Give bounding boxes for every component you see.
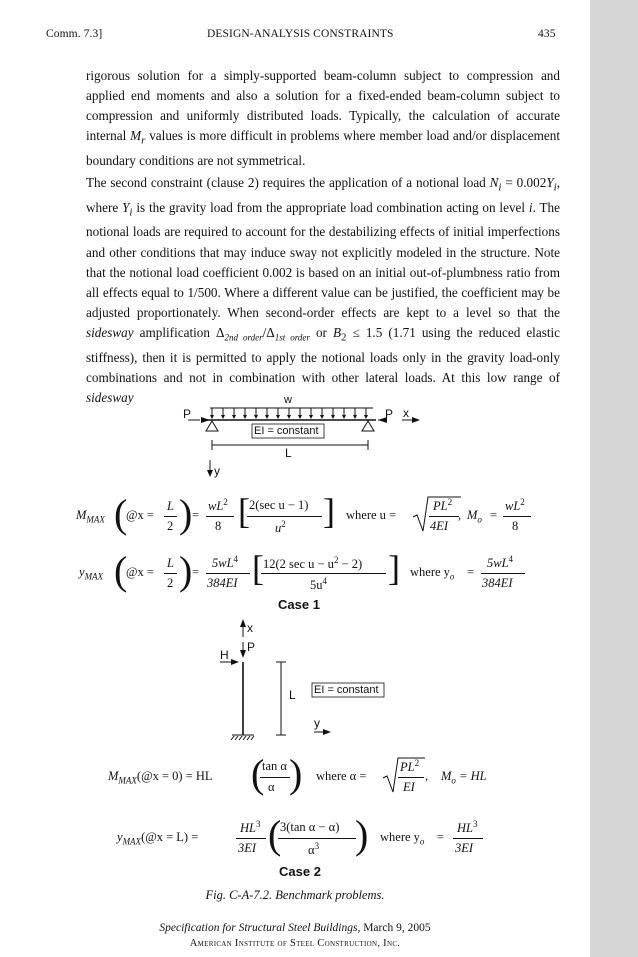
header-title: DESIGN-ANALYSIS CONSTRAINTS	[207, 28, 394, 40]
figure-caption: Fig. C-A-7.2. Benchmark problems.	[205, 888, 385, 902]
header-section: Comm. 7.3]	[46, 28, 103, 40]
case2-p-label: P	[247, 640, 256, 654]
header-page-number: 435	[538, 28, 556, 40]
paragraph-2: The second constraint (clause 2) requires the application of a notional load $N_i = 0.002Y_i$, where $Y_i$ is the gravity load from the appropriate load combination acting on level i. The notional loads are required to account for the destabilizing effects of initial imperfections and other conditions that may induce sway not explicitly modeled in the structure. Note that the notional load coefficient 0.002 is based on an initial out-of-plumbness ratio from all effects equal to 1/500. Where a different value can be justified, the coefficient may be adjusted proportionately. When second-order effects are kept to a level so that the sidesway amplification $\Delta_{2nd order}/\Delta_{1st order}$ or $B_2 \le 1.5$ (1.71 using the reduced elastic stiffness), then it is permitted to apply the notional loads only in the gravity load-only combinations and not in combination with other lateral loads. At this low range of sidesway	[86, 175, 561, 405]
paragraph-1: rigorous solution for a simply-supported beam-column subject to compression and applied end moments and also a solution for a fixed-ended beam-column subject to compression and uniformly distributed loads. Typically, the calculation of accurate internal $M_r$ values is more difficult in problems where member load and/or displacement boundary conditions are not symmetrical.	[86, 68, 560, 169]
case1-p-right-label: P	[385, 407, 394, 421]
case2-l-label: L	[289, 688, 296, 702]
document-page: Comm. 7.3] DESIGN-ANALYSIS CONSTRAINTS 435 rigorous solution for a simply-supported beam-column subject to compression and applied end moments and also a solution for a fixed-ended beam-column subject to compression and uniformly distributed loads. Typically, the calculation of accurate internal $M_r$ values is more difficult in problems where member load and/or displacement boundary conditions are not symmetrical. The second constraint (clause 2) requires the application of a notional load $N_i = 0.002Y_i$, where $Y_i$ is the gravity load from the appropriate load combination acting on level i. The notional loads are required to account for the destabilizing effects of initial imperfections and other conditions that may induce sway not explicitly modeled in the structure. Note that the notional load coefficient 0.002 is based on an initial out-of-plumbness ratio from all effects equal to 1/500. Where a different value can be justified, the coefficient may be adjusted proportionately. When second-order effects are kept to a level so that the sidesway amplification $\Delta_{2nd order}/\Delta_{1st order}$ or $B_2 \le 1.5$ (1.71 using the reduced elastic stiffness), then it is permitted to apply the notional loads only in the gravity load-only combinations and not in combination with other lateral loads. At this low range of sidesway w P P x EI = constant L y $M_{MAX}$ ( @x = L 2 ) = $wL^2$ 8 [ 2(sec u − 1) $u^2$ ] where u = $PL^2$ 4EI , $M_o$ = $wL^2$ 8 $y_{MAX}$ ( @x = L 2 ) = $5wL^4$ 384EI [ 12(2 $\sec u - u^2 - 2$) $5u^4$ ] where $y_o$ = $5wL^4$ 384EI Case 1 x H P L EI = constant y $M_{MAX}(@x = 0)$ = HL ( tan α α ) where α = $PL^2$ EI , $M_o$ = HL $y_{MAX}(@x = L)$ = $HL^3$ 3EI ( 3(tan α − α) $\alpha^3$ ) where $y_o$ = $HL^3$ 3EI Case 2 Fig. C-A-7.2. Benchmark problems. Specification for Structural Steel Buildings, March 9, 2005 American Institute of Steel Construction, Inc.	[0, 0, 590, 957]
footer-line-1: Specification for Structural Steel Buildings, March 9, 2005	[159, 922, 431, 934]
case1-w-label: w	[284, 394, 292, 406]
case2-column-diagram	[0, 615, 590, 755]
case2-ei-label: EI = constant	[314, 684, 379, 696]
right-margin-strip	[590, 0, 638, 957]
case2-h-label: H	[220, 648, 229, 662]
case1-y-label: y	[214, 464, 220, 478]
case1-ei-label: EI = constant	[254, 425, 319, 437]
case1-l-label: L	[285, 446, 292, 460]
case1-p-left-label: P	[183, 407, 192, 421]
case2-x-label: x	[247, 621, 253, 635]
case1-x-label: x	[403, 406, 409, 420]
case1-beam-diagram	[0, 395, 590, 485]
arrowheads-load	[210, 415, 368, 419]
case2-y-label: y	[314, 716, 320, 730]
case1-label: Case 1	[278, 597, 320, 612]
footer-line-2: American Institute of Steel Construction, Inc.	[189, 938, 401, 949]
case2-label: Case 2	[279, 864, 321, 879]
